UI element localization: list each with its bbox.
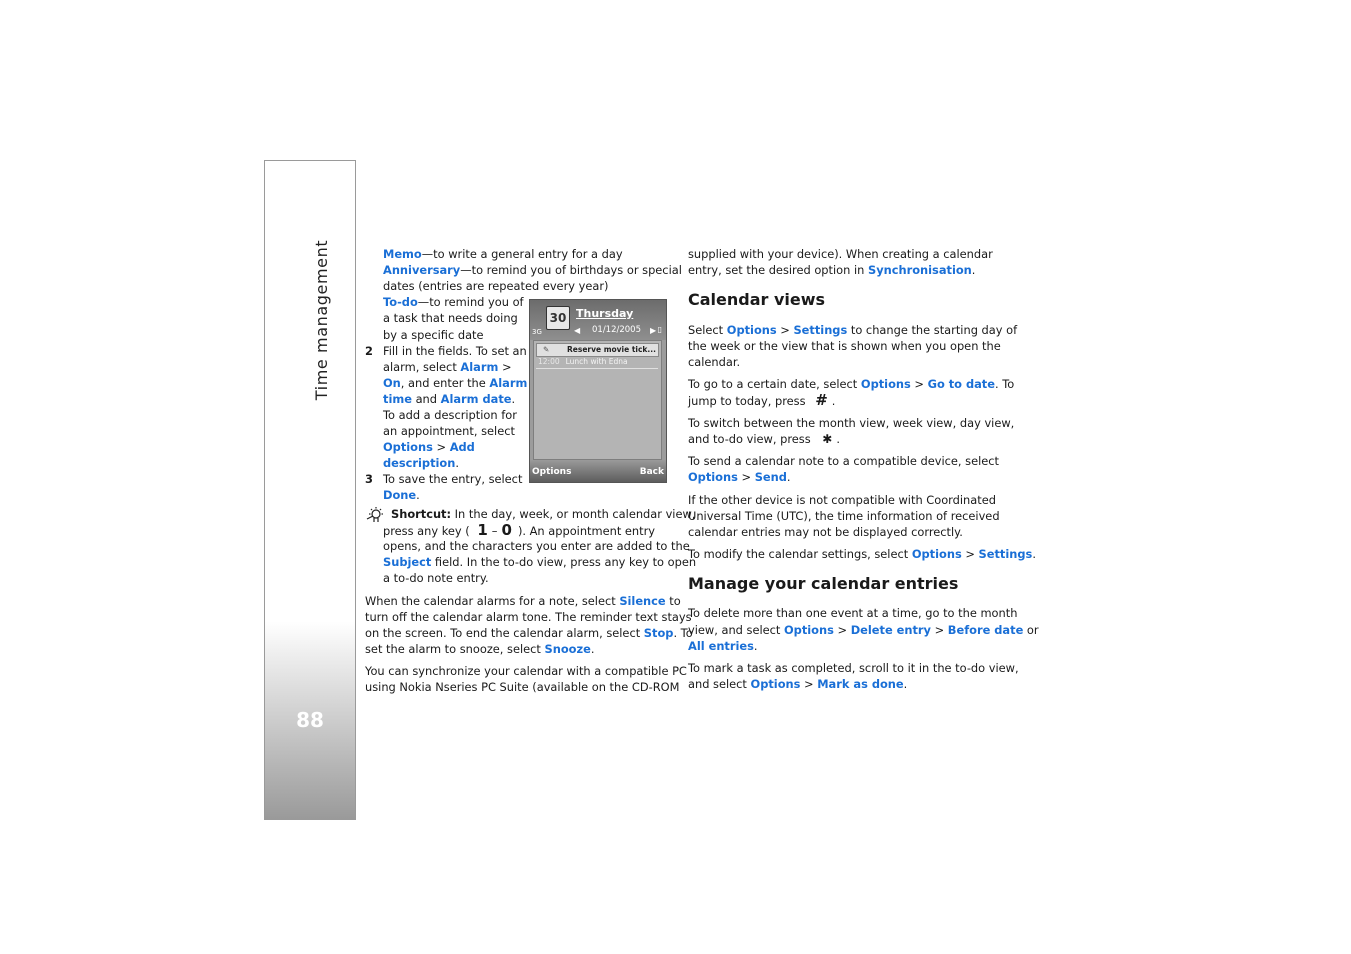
- alarm-text: . To: [673, 626, 693, 640]
- cv-text: Select: [688, 323, 727, 337]
- alarm-option: Alarm: [460, 360, 499, 374]
- sync-paragraph-line2: using Nokia Nseries PC Suite (available on the CD-ROM: [365, 680, 680, 694]
- period: .: [590, 642, 595, 656]
- anniversary-term: Anniversary: [383, 263, 461, 277]
- period: .: [416, 488, 420, 502]
- mark-done-line1: To mark a task as completed, scroll to it in the to-do view,: [688, 661, 1019, 675]
- calendar-views-line2: the week or the view that is shown when you open the: [688, 339, 1001, 353]
- phone-entry-text: Lunch with Edna: [565, 357, 628, 366]
- modify-settings-line: [688, 546, 1036, 562]
- memo-item: [383, 246, 623, 262]
- phone-entry-time: 12:00: [538, 357, 560, 366]
- calendar-day-view-screenshot: [529, 299, 667, 483]
- step-2-number: 2: [365, 344, 373, 358]
- alarm-paragraph-line1: [365, 593, 681, 609]
- calendar-icon: 30: [546, 306, 570, 330]
- period: .: [511, 392, 516, 406]
- left-arrow-icon: ◀: [574, 326, 581, 335]
- step-2-line6: an appointment, select: [383, 424, 515, 438]
- sync-paragraph-line1: You can synchronize your calendar with a compatible PC: [365, 664, 687, 678]
- send-line1: To send a calendar note to a compatible device, select: [688, 454, 1000, 468]
- step-2-line5: To add a description for: [383, 408, 517, 422]
- key-0-icon: 0: [501, 521, 512, 539]
- step-2-line7: [383, 439, 475, 455]
- options-option: Options: [911, 547, 962, 561]
- separator: >: [833, 623, 851, 637]
- phone-softkey-bar: [530, 460, 666, 482]
- sync-text: entry, set the desired option in: [688, 263, 868, 277]
- shortcut-text: ). An appointment entry: [517, 524, 656, 538]
- alarm-date-option: Alarm date: [440, 392, 512, 406]
- battery-icon: ▯: [657, 325, 662, 334]
- mark-as-done-option: Mark as done: [817, 677, 904, 691]
- alarm-text: on the screen. To end the calendar alarm, select: [365, 626, 644, 640]
- step-2-line1: Fill in the fields. To set an: [383, 344, 527, 358]
- page-number: 88: [296, 708, 324, 732]
- section-title: Time management: [312, 239, 331, 401]
- step-3-number: 3: [365, 472, 373, 486]
- utc-line2: Universal Time (UTC), the time information of received: [688, 509, 1000, 523]
- go-to-date-option: Go to date: [927, 377, 995, 391]
- go-to-date-line2: [688, 392, 835, 409]
- send-option: Send: [754, 470, 787, 484]
- alarm-text: When the calendar alarms for a note, select: [365, 594, 620, 608]
- phone-entry-divider: [536, 368, 658, 369]
- shortcut-line4: [383, 554, 696, 570]
- manage-entries-heading: Manage your calendar entries: [688, 574, 959, 593]
- key-range-dash: –: [491, 524, 498, 538]
- shortcut-line3: opens, and the characters you enter are added to the: [383, 539, 690, 553]
- delete-line2: [688, 622, 1039, 638]
- separator: >: [961, 547, 979, 561]
- stop-option: Stop: [643, 626, 674, 640]
- shortcut-line5: a to-do note entry.: [383, 571, 489, 585]
- memo-text: —to write a general entry for a day: [421, 247, 623, 261]
- phone-day-title: Thursday: [576, 307, 634, 320]
- calendar-views-line1: [688, 322, 1017, 338]
- shortcut-label: Shortcut:: [391, 507, 452, 521]
- period: .: [786, 470, 791, 484]
- phone-network-indicator: 3G: [532, 328, 542, 336]
- delete-line1: To delete more than one event at a time, go to the month: [688, 606, 1018, 620]
- step-3-line2: [383, 487, 420, 503]
- step-2-text: and: [411, 392, 441, 406]
- sync-continued-line2: [688, 262, 975, 278]
- memo-term: Memo: [383, 247, 422, 261]
- phone-entry-text: Reserve movie tick...: [567, 345, 656, 354]
- shortcut-line2: [383, 522, 655, 539]
- todo-text: —to remind you of: [417, 295, 524, 309]
- mark-text: and select: [688, 677, 751, 691]
- period: .: [1032, 547, 1036, 561]
- settings-option: Settings: [978, 547, 1033, 561]
- go-to-date-line1: [688, 376, 1014, 392]
- send-line2: [688, 469, 791, 485]
- step-2-line2: [383, 359, 512, 375]
- separator: >: [800, 677, 818, 691]
- phone-softkey-options: Options: [532, 467, 572, 477]
- calendar-views-heading: Calendar views: [688, 290, 826, 309]
- anniversary-text: —to remind you of birthdays or special: [460, 263, 682, 277]
- shortcut-text: field. In the to-do view, press any key to open: [431, 555, 697, 569]
- separator: >: [930, 623, 948, 637]
- cv-text: to change the starting day of: [847, 323, 1018, 337]
- alarm-paragraph-line4: [365, 641, 594, 657]
- add-description-option: Add: [449, 440, 475, 454]
- right-arrow-icon: ▶: [650, 326, 657, 335]
- alarm-text: to: [665, 594, 681, 608]
- alarm-time-option-cont: time: [383, 392, 412, 406]
- separator: >: [910, 377, 928, 391]
- star-key-icon: ✱: [822, 432, 833, 446]
- delete-line3: [688, 638, 758, 654]
- step-2-text: alarm, select: [383, 360, 461, 374]
- period: .: [831, 394, 836, 408]
- phone-softkey-back: Back: [639, 467, 664, 477]
- silence-option: Silence: [619, 594, 666, 608]
- key-1-icon: 1: [477, 521, 488, 539]
- alarm-paragraph-line3: [365, 625, 693, 641]
- mark-done-line2: [688, 676, 907, 692]
- modify-text: To modify the calendar settings, select: [688, 547, 912, 561]
- switch-view-line2: [688, 431, 840, 447]
- sync-continued-line1: supplied with your device). When creating a calendar: [688, 247, 993, 261]
- all-entries-option: All entries: [688, 639, 754, 653]
- hash-key-icon: #: [815, 391, 828, 409]
- options-option: Options: [750, 677, 801, 691]
- on-option: On: [383, 376, 401, 390]
- shortcut-text: In the day, week, or month calendar view,: [451, 507, 696, 521]
- phone-entry-selected: [536, 343, 659, 357]
- shortcut-text: press any key (: [383, 524, 470, 538]
- synchronisation-option: Synchronisation: [867, 263, 972, 277]
- go-text: . To: [994, 377, 1015, 391]
- anniversary-item: [383, 262, 682, 278]
- utc-line1: If the other device is not compatible with Coordinated: [688, 493, 996, 507]
- add-description-option-cont: description: [383, 456, 456, 470]
- todo-text-line2: a task that needs doing: [383, 311, 518, 325]
- period: .: [971, 263, 976, 277]
- done-option: Done: [383, 488, 417, 502]
- switch-text: and to-do view, press: [688, 432, 811, 446]
- separator: >: [432, 440, 450, 454]
- delete-text: view, and select: [688, 623, 784, 637]
- separator: >: [498, 360, 512, 374]
- phone-date: 01/12/2005: [592, 325, 641, 335]
- options-option: Options: [383, 440, 433, 454]
- before-date-option: Before date: [947, 623, 1024, 637]
- options-option: Options: [860, 377, 911, 391]
- step-2-line3: [383, 375, 527, 391]
- snooze-option: Snooze: [544, 642, 591, 656]
- phone-entry: [538, 357, 628, 367]
- settings-option: Settings: [793, 323, 848, 337]
- todo-term: To-do: [383, 295, 418, 309]
- calendar-views-line3: calendar.: [688, 355, 741, 369]
- delete-entry-option: Delete entry: [850, 623, 931, 637]
- todo-text-line3: by a specific date: [383, 328, 484, 342]
- options-option: Options: [784, 623, 834, 637]
- alarm-paragraph-line2: turn off the calendar alarm tone. The reminder text stays: [365, 610, 692, 624]
- options-option: Options: [688, 470, 738, 484]
- subject-field: Subject: [383, 555, 432, 569]
- anniversary-text-continued: dates (entries are repeated every year): [383, 279, 609, 293]
- period: .: [903, 677, 908, 691]
- step-3-line1: To save the entry, select: [383, 472, 523, 486]
- options-option: Options: [726, 323, 777, 337]
- separator: >: [737, 470, 755, 484]
- separator: >: [776, 323, 794, 337]
- alarm-time-option: Alarm: [489, 376, 528, 390]
- todo-item: [383, 294, 524, 310]
- go-text: To go to a certain date, select: [688, 377, 861, 391]
- step-2-text: , and enter the: [400, 376, 490, 390]
- alarm-text: set the alarm to snooze, select: [365, 642, 545, 656]
- switch-view-line1: To switch between the month view, week view, day view,: [688, 416, 1015, 430]
- shortcut-line1: [391, 506, 695, 522]
- memo-icon: ✎: [543, 345, 550, 354]
- go-text: jump to today, press: [688, 394, 806, 408]
- phone-entry-list: [533, 340, 662, 460]
- step-2-line8: [383, 455, 459, 471]
- utc-line3: calendar entries may not be displayed correctly.: [688, 525, 963, 539]
- step-2-line4: [383, 391, 515, 407]
- period: .: [455, 456, 459, 470]
- period: .: [753, 639, 758, 653]
- period: .: [836, 432, 840, 446]
- delete-text: or: [1023, 623, 1039, 637]
